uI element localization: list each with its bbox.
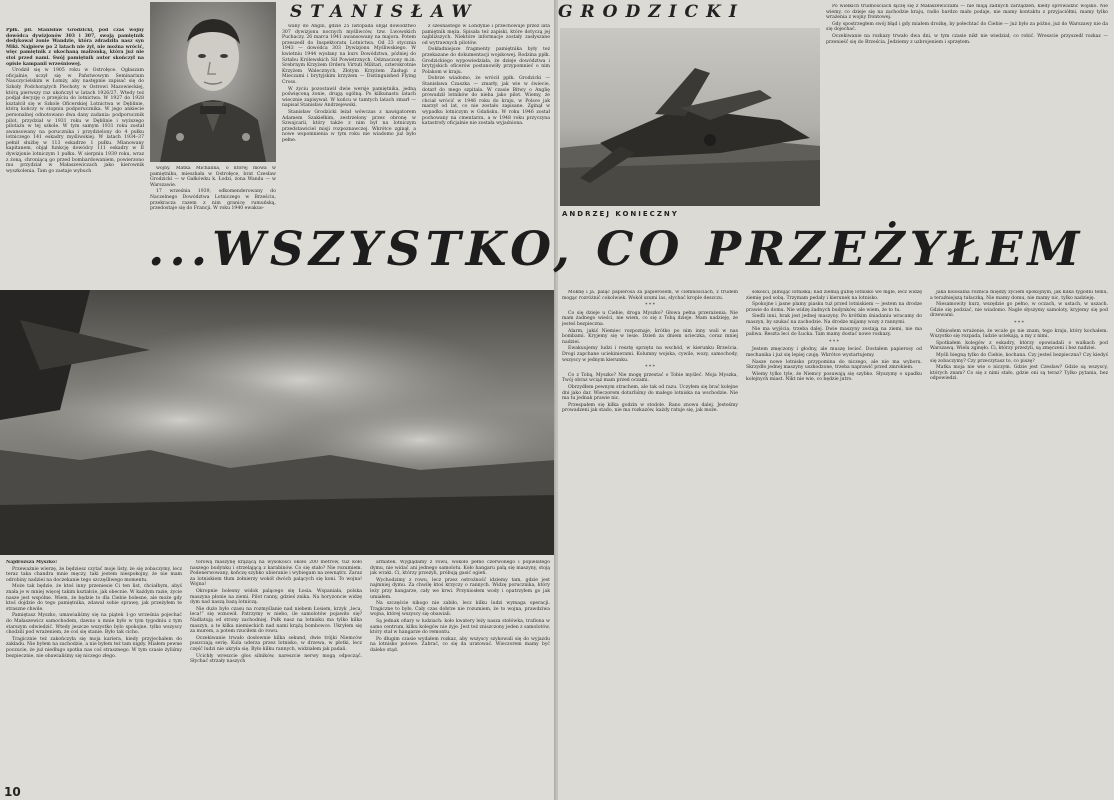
story-paragraph: Są jednak ofiary w ludziach: koło kwatery leży nasza stołówka, trafiona w samo centrum, kilku kolegów nie żyje. Jest też zniszczony jeden z samolotów, który stał w hangarze do remontu.	[370, 618, 550, 636]
story-paragraph: Wiemy tylko tyle, że Niemcy posuwają się szybko. Słyszymy o upadku kolejnych miast. Nikt nie wie, co będzie jutro.	[746, 371, 922, 383]
story-column-3	[370, 560, 550, 794]
story-paragraph: sokości, pilnując lotniska; nad ziemią gubię lotnisko we mgle, lecz widzę ziemię pod sobą. Trzymam pedały i kierunek na lotnisko.	[746, 290, 922, 301]
portrait-photo	[150, 2, 276, 162]
page-number: 10	[4, 785, 21, 799]
bio-column-5	[826, 4, 1108, 222]
bio-paragraph: Urodził się w 1905 roku w Ostrołęce. Ogłaszam oficjalnie, uczył się w Państwowym Seminarium Nauczycielskim w Łomży, aby następnie zapisać się do Szkoły Podchorążych Piechoty w Ostrowi Mazowieckiej, którą pierwszy raz ukończył w latach 1926/27. Wtedy też podjął decyzję o przejściu do lotnictwa. W 1927 do 1928 kształcił się w Szkole Oficerskiej Lotnictwa w Dęblinie, którą kończy w stopniu podporucznika. W jego ankiecie personalnej odnotowano dwa dany zadania: podporucznik pilot, przydział w 1931 roku w Dęblinie i wyższego pilotażu w tej szkole. W tym samym 1931 roku został awansowany na porucznika i przydzielony do 4 pułku lotniczego 141 eskadry myśliwskiej. W latach 1934–37 pełnił służbę w 113 eskadrze 1 pułku. Mianowany kapitanem, objął funkcję dowódcy 111 eskadry w II dywizjonie lotniczym 1 pułku. W sierpniu 1939 roku, wraz z żoną, chroniącą go przed bombardowaniem, powierzono mu przydział w Małaszewiczach jako kierownik wyszkolenia. Tam go zastaje wybuch	[6, 68, 144, 174]
story-paragraph: Odniosłem wrażenie, że wcale go nie znam, tego kraju, który kochałem. Wszystko się rozpada, ludzie uciekają, a my z nimi.	[930, 328, 1108, 340]
story-paragraph: Ucichły wreszcie głos silników, nareszcie nerwy mogą odpocząć. Słychać strzały naszych	[190, 653, 362, 665]
author-byline: ANDRZEJ KONIECZNY	[562, 210, 679, 218]
section-divider: * * *	[829, 339, 839, 345]
bio-column-1	[6, 28, 144, 222]
story-paragraph: Po długim czasie wydałem rozkaz, aby wszyscy szykowali się do wyjazdu na lotnisko polowe. Zabrać, co się da uratować. Wieczorem mamy być daleko stąd.	[370, 636, 550, 653]
story-paragraph: Moknę i ja, paląc papierosa za papierosem, w ciemnościach, z trudem mogąc rozróżnić cokolwiek. Wokół szumi las, słychać krople deszczu.	[562, 290, 738, 301]
story-paragraph: Nie ma wyjścia, trzeba dalej. Dwie maszyny zostają na ziemi, nie ma paliwa. Reszta leci do Łucka. Tam mamy dostać nowe rozkazy.	[746, 326, 922, 338]
story-paragraph: Jestem zmęczony i głodny, ale muszę lecieć. Dostałem papierosy od mechanika i już się lepiej czuję. Wkrótce wystartujemy.	[746, 347, 922, 358]
section-divider: * * *	[645, 303, 655, 309]
section-divider: * * *	[1014, 320, 1024, 326]
bio-paragraph: W życiu pozostawił dwie wersje pamiętnika, jedną poświęconą żonie, drugą ogólną. Po kilkunastu latach wiecznie zapisywał. W końcu w tamtych latach zmarł — napisał Stanisław Andrzejewski.	[282, 86, 416, 109]
story-paragraph: Spokojne i jasne plamy piasku tuż przed lotniskiem — jestem na drodze prawie do domu. Nie widzę żadnych budynków, ale wiem, że to tu.	[746, 302, 922, 313]
story-paragraph: Alarm, jakiś Niemiec rozpoznaje, krótko po nim inny wali w nas bombami. Kryjemy się w lesie. Dzień za dniem ucieczka, coraz mniej nadziei.	[562, 328, 738, 345]
bio-column-4	[422, 24, 550, 222]
story-paragraph: Matka moja nie wie o niczym. Gdzie jest Czesław? Gdzie są wszyscy, których znam? Co się z nimi stało, gdzie oni są teraz? Tylko pytania, bez odpowiedzi.	[930, 365, 1108, 382]
story-paragraph: Niesamowity kurz, wszędzie go pełno, w oczach, w ustach, w uszach. Gdzie się podziać, nie wiadomo. Nagle słyszymy samoloty, kryjemy się pod drzewami.	[930, 302, 1108, 319]
story-column-6	[930, 290, 1108, 794]
story-paragraph: Pamiętasz Myszko, umawialiśmy się na piątek 1-go września pojechać do Małaszewicz samochodem, dawno u mnie było w tym tygodniu z tym starszym odwiedzić. Wtedy jeszcze wszystko było spokojne, tylko wszyscy chodzili pod wrażeniem, że coś się stanie. Było tak cicho.	[6, 613, 182, 636]
story-paragraph: Wychodzimy z rowu, lecz przez ostrożność idziemy tam, gdzie jest najmniej dymu. Za chwilę ktoś krzyczy o rannych. Widzę porucznika, który leży przy hangarze, cały we krwi. Przyniosłem wody i opatrzyłem go jak umiałem.	[370, 577, 550, 600]
airfield-smoke-photo	[0, 290, 556, 555]
story-paragraph: Nasze nowe lotnisko przypomina do niczego, ale nie ma wyboru. Skrzydło jednej maszyny uszkodzone, trzeba naprawić przed zmrokiem.	[746, 359, 922, 371]
story-paragraph: Tragicznie też zakończyła się moja kariera, kiedy przyjechałem do zakładu. Nie byłem na zachodzie, a nie byłem też tam nigdy. Miałem pewne poczucie, że już niedługo spotka nas coś strasznego. W tym czasie żyliśmy bezpiecznie, nie obawialiśmy się niczego złego.	[6, 636, 182, 659]
bio-paragraph: 17 września 1939, odkomenderowany do Naczelnego Dowództwa Lotniczego w Brześciu, przekracza razem z nim granicę rumuńską, przedostaje się do Francji. W roku 1940 ewakuo-	[150, 189, 276, 212]
story-paragraph: Obrzydłem pewnym strachem, ale tak od razu. Uczyłem się brać kolejne dni jako dar. Wieczorem dotarliśmy do małego lotniska na wschodzie. Nie ma tu jednak prawie nic.	[562, 384, 738, 402]
right-page	[558, 0, 1114, 800]
crashed-aircraft-photo	[560, 28, 820, 206]
story-paragraph: Spotkałem kolegów z eskadry, którzy opowiadali o walkach pod Warszawą. Wielu zginęło. Ci, którzy przeżyli, są zmęczeni i bez nadziei.	[930, 340, 1108, 352]
story-paragraph: Przeważnie wierzę, że będziesz czytać moje listy, że się zobaczymy, lecz teraz taka chandra mnie męczy, taki jestem niespokojny, że nie mam odrobiny nadziei na doczekanie tego szczęśliwego momentu.	[6, 566, 182, 583]
bio-paragraph: Oczekiwanie na rozkazy trwało dwa dni, w tym czasie nikt nie wiedział, co robić. Wreszcie przyszedł rozkaz — przenieść się do Brześcia. Jedziemy z uzbrojeniem i sprzętem.	[826, 33, 1108, 45]
story-column-5	[746, 290, 922, 794]
story-column-2	[190, 560, 362, 794]
bio-paragraph: Dokładniejsze fragmenty pamiętnika były też przekazane do dokumentacji wojskowej. Rodzina ppłk. Grodzickiego wypowiedziała, że dzieje dowództwa i brytyjskich oficerów postanowiły przypomnieć o nim Polakom w kraju.	[422, 47, 550, 75]
bio-column-2	[150, 166, 276, 222]
story-paragraph: Okropnie bolesny widok palącego się Łosia. Wspaniała, polska maszyna płonie na ziemi. Pilot ranny, gdzieś znika. Na horyzoncie widzę dym nad naszą bazą lotniczą.	[190, 588, 362, 606]
story-column-4	[562, 290, 738, 794]
header-name-first: STANISŁAW	[290, 2, 479, 22]
story-paragraph: Może tak będzie, że ktoś inny przeniesie Ci ten list, chciałbym, abyś znała je w mniej więcej takim kształcie, jak obecnie. W każdym razie, życie nasze jest wspólne. Wiem, że będzie to dla Ciebie bolesne, ale może gdy ktoś dojdzie do tego pamiętnika, zdawał sobie sprawę, jak przeżyłem te straszne chwile.	[6, 584, 182, 612]
story-column-1	[6, 560, 182, 784]
bio-paragraph: z szesnastego w Londynie i przechowuje przez lata pamiętnik męża. Spisała też zapiski, które dotyczą jej najbliższych. Niektóre informacje zostały zasłyszane od wytrawnych pilotów.	[422, 24, 550, 46]
section-divider: * * *	[645, 365, 655, 371]
story-paragraph: Co z Tobą, Myszko? Nie mogę przestać o Tobie myśleć. Moja Myszka, Twój obraz wciąż mam przed oczami.	[562, 372, 738, 384]
bio-paragraph: Stanisław Grodzicki leżał wówczas z nawigatorem Adamem Szakiełkim, zestrzelony przez obronę w Szwajcarii, który także z nim był na lotniczym przedstawiciel misji rozpoznawczej. Wkrótce zginął, a nowe wspomnienia w tym roku nie wiadomo już było pełne.	[282, 109, 416, 143]
story-paragraph: Oczekiwanie trwało dosłownie kilka sekund, dwie trójki Niemców puszczają serię. Kula uderza przez lotnisko, w drzewa, w płotki, lecz część ludzi nie ukryła się. Było kilku rannych, widziałem jak padali.	[190, 635, 362, 652]
story-paragraph: armatek. Wyglądamy z rowu, wokoło pełno czerwonego i popielatego dymu, nie widać ani jednego samolotu. Koło hangaru palą się maszyny, stoją jak wraki. Ci, którzy przeżyli, próbują gasić ogień.	[370, 560, 550, 577]
bio-paragraph: wany do Anglii, gdzie 25 listopada objął dowództwo 307 dywizjonu nocnych myśliwców, tzw. Lwowskich Puchaczy. 26 marca 1941 awansowany na majora. Potem przeszedł do Inspektoratu Lotnictwa. Od 23 stycznia 1943 — dowódca 303 Dywizjonu Myśliwskiego. W kwietniu 1944 wysłany na kurs Dowództwa, później do Sztabu Królewskich Sił Powietrznych. Odznaczony m.in. Srebrnym Krzyżem Orderu Virtuti Militari, czterokrotnie Krzyżem Walecznych, Złotym Krzyżem Zasługi z Mieczami i brytyjskim krzyżem — Distinguished Flying Cross.	[282, 24, 416, 85]
bio-column-3	[282, 24, 416, 222]
story-paragraph: Najdroższa Myszko!	[6, 560, 58, 565]
bio-paragraph: Ppłk. pil. Stanisław Grodzicki, pod czas wojny dowódca dywizjonów 303 i 307, swoją pamiętnik dedykował żonie Wandzie, która zdradziła nasz syn Miki. Najpierw po 2 latach nie żył, nie można wrócić, więc pamiętnik z ukochaną małżonką, która już nie stoi przed nami. Swój pamiętnik autor skończył na opisie kampanii wrześniowej.	[6, 28, 144, 67]
story-paragraph: Siedli inni, brak jest jednej maszyny. Po krótkim śniadaniu wracamy do maszyn, by szukać na zachodzie. Na drodze mijamy wozy z rannymi.	[746, 314, 922, 325]
left-page	[0, 0, 556, 800]
story-paragraph: Myśli biegną tylko do Ciebie, kochana. Czy jesteś bezpieczna? Czy kiedyś się zobaczymy? Czy przeczytasz to, co piszę?	[930, 352, 1108, 364]
story-paragraph: Przespałem się kilka godzin w stodole. Rano znowu dalej. Jesteśmy prowadzeni jak stado, nie ma rozkazów, każdy ratuje się, jak może.	[562, 402, 738, 414]
header-name-last: GRODZICKI	[558, 2, 745, 22]
story-paragraph: torową maszynę krążącą na wysokości około 200 metrów, tuż koło naszego budynku i strzelającą z karabinów. Co się stało? Nie rozumiem. Podenerwowany, kończę szybko ubieranie i wybiegam na zewnątrz. Zaraz za lotniskiem tłum żołnierzy wokół dwóch palących się koni. To wojna! Wojna!	[190, 560, 362, 588]
story-paragraph: Nie dużo było czasu na rozmyślanie nad niebem Łosiem, krzyk „leca, leca!” się wznowił. Patrzymy w niebo, ile samolotów pojawiło się? Nadlatują od strony zachodniej. Pułk nasz na lotnisku ma tylko kilka maszyn, a te kilka niemieckich nad nami krążą bombowce. Ukryłem się za murem, a potem rzuciłem do rowu.	[190, 606, 362, 635]
bio-paragraph: Dobrze wiadomo, że wrócił ppłk. Grodzicki — Stanisława Czaszka — zmarły, jak wie w świecie, dotarł do mego szpitala. W czasie Bitwy o Anglię prowadził lotników do nieba jako pilot. Wiemy, że chciał wrócić w 1946 roku do kraju, w Polsce jak marzył od lat, co nie zostało zapisane. Zginął w wypadku lotniczym w Gdańsku. W roku 1946 został pochowany na cmentarzu, a w 1948 roku przyczyna katastrofy oficjalnie nie została wyjaśniona.	[422, 76, 550, 127]
story-paragraph: Jaka kolosalna różnica między życiem spokojnym, jak kilka tygodni temu, a teraźniejszą tułaczką. Nie mamy domu, nie mamy nic, tylko nadzieję.	[930, 290, 1108, 301]
bio-paragraph: wojny. Matka Michalina, o której mowa w pamiętniku, mieszkała w Ostrołęce, brat Czesław Grodzicki — w Gałkówku k. Łodzi, żona Wanda — w Warszawie.	[150, 166, 276, 188]
story-paragraph: Ewakuujemy ludzi i resztę sprzętu na wschód, w kierunku Brześcia. Drogi zapchane uciekinierami. Kolumny wojska, cywile, wozy, samochody, wszyscy w jednym kierunku.	[562, 346, 738, 363]
bio-paragraph: Po wielkich trudnościach łączę się z Małaszewiczami — nie mają żadnych zarządzeń, kiedy sprowadzić wojsko. Nie wiemy, co dzieje się na zachodzie kraju, radio bardzo mało podaje, nie mamy kontaktu z przyjaciółmi, mamy tylko wrażenia z wojny frontowej.	[826, 4, 1108, 21]
story-paragraph: Co się dzieje u Ciebie, droga Myszko? Głowa pełna przerażenia. Nie mam żadnego wieści, nie wiem, co się z Tobą dzieje. Mam nadzieję, że jesteś bezpieczna.	[562, 310, 738, 327]
main-headline: ...WSZYSTKO, CO PRZEŻYŁEM	[148, 222, 1085, 277]
bio-paragraph: Gdy spostrzegłem swój błąd i gdy miałem drożkę, by połechtać do Ciebie — już było za późno, już do Warszawy nie da się dojechać.	[826, 21, 1108, 33]
story-paragraph: Na szczęście nikogo nie zabiło, lecz kilku ludzi wymaga operacji. Tragiczne to było. Cały czas dobrze nie rozumiem, że to wojna, prawdziwa wojna, której wszyscy się obawiali.	[370, 601, 550, 618]
